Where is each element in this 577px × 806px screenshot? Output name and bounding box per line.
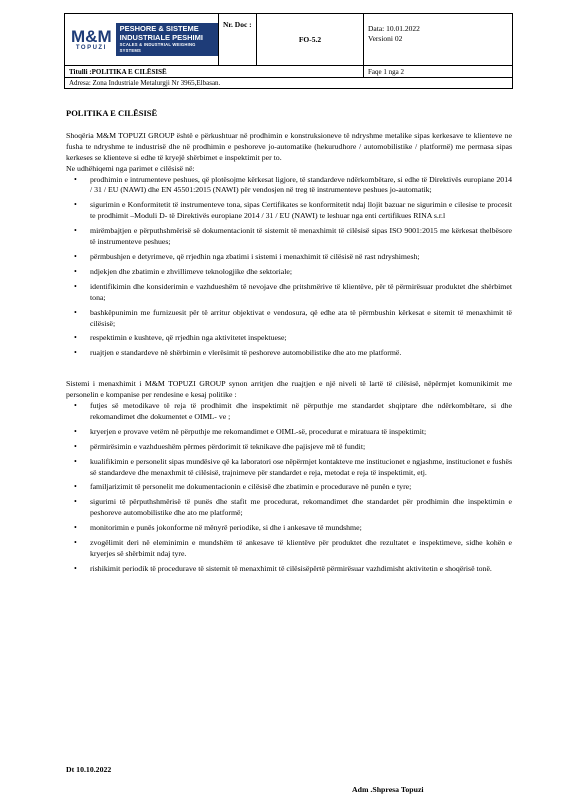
list-item — [66, 401, 512, 423]
logo-tagline — [116, 23, 218, 56]
list-item — [66, 282, 512, 304]
doc-version: Versioni 02 — [368, 34, 403, 43]
list-item — [66, 523, 512, 534]
bullet-icon: • — [74, 307, 77, 317]
list-item — [66, 564, 512, 575]
list-item — [66, 308, 512, 330]
bullet-icon: • — [74, 426, 77, 436]
list-item-text: monitorimin e punës jokonforme në mënyrë periodike, si dhe i ankesave të mundshme; — [90, 523, 362, 533]
list-item — [66, 333, 512, 344]
list-item-text: kryerjen e provave vetëm në përputhje me rekomandimet e OIML-së, procedurat e miratuara të inspektimit; — [90, 426, 427, 436]
logo-line3: SCALES & INDUSTRIAL WEIGHING SYSTEMS — [119, 42, 196, 53]
list-item-text: përmbushjen e detyrimeve, që rrjedhin nga zbatimi i sistemi i menaxhimit të cilësisë në rast ndryshimesh; — [90, 251, 420, 261]
logo-line2: INDUSTRIALE PESHIMI — [119, 32, 203, 42]
bullet-icon: • — [74, 174, 77, 184]
list-item-text: kualifikimin e personelit sipas mundësive që ka laboratori ose nëpërmjet kontakteve me institucionet e ngjashme, institucionet e fushës së standardeve dhe menaxhmit të cilësisë, trajnimeve për standardet e reja, metodat e reja të inspektimit, etj. — [90, 456, 512, 477]
list-item-text: prodhimin e intrumenteve peshues, që plotësojme kërkesat ligjore, të standardeve ndërkombëtare, si edhe të Direktivës europiane 2014 / 31 / EU (NAWI) dhe EN 45501:2015 (NAWI) për vendosjen në treg të instrumenteve peshues jo-automatik; — [90, 174, 512, 195]
system-intro: Sistemi i menaxhimit i M&M TOPUZI GROUP synon arritjen dhe ruajtjen e një niveli të lartë të cilësisë, nëpërmjet komunikimit me personelin e kompanise per rendesine e kesaj politike : — [66, 379, 512, 400]
company-logo — [65, 14, 219, 66]
list-item-text: ruajtjen e standardeve në shërbimin e vlerësimit të peshoreve automobilistike dhe ato me platformë. — [90, 348, 402, 358]
bullet-icon: • — [74, 266, 77, 276]
list-item-text: respektimin e kushteve, që rrjedhin nga aktivitetet inspektuese; — [90, 333, 287, 343]
intro-paragraph: Shoqëria M&M TOPUZI GROUP është e përkushtuar në prodhimin e konstruksioneve të ndryshme metalike sipas kerkesave te klienteve ne fusha te ndryshme te industrisë dhe në prodhimin e peshoreve jo-automatike (hekurudhore / automobilistike / platformë) me permasa sipas kerkeses se klienteve si edhe të kryejë shërbimet e inspektimit per to. — [66, 130, 512, 162]
bullet-icon: • — [74, 333, 77, 343]
list-item — [66, 457, 512, 479]
list-item-text: futjes së metodikave të reja të prodhimit dhe inspektimit në përputhje me standardet shqiptare dhe ndërkombëtare, si dhe rekomandimet dhe dokumentet e OIML- ve ; — [90, 401, 512, 421]
list-item-text: sigurimin e Konformitetit të instrumenteve tona, sipas Certifikates se konformitetit ndaj llojit bazuar ne sigurimin e cilesise te procesit te prodhimit –Moduli D- të Direktivës europiane 2014 / 31 / EU (NAWI) te leshuar nga enti certifikues RINA s.r.l — [90, 200, 512, 221]
bullet-icon: • — [74, 226, 77, 236]
bullet-icon: • — [74, 401, 77, 411]
list-item — [66, 497, 512, 519]
list-item — [66, 200, 512, 222]
list-item-text: rishikimit periodik të procedurave të sistemit të menaxhimit të cilësisëpërtë përmirësuar vazhdimisht aktivitetin e shoqërisë tonë. — [90, 563, 492, 573]
doc-nr-label: Nr. Doc : — [219, 14, 257, 66]
bullet-icon: • — [74, 441, 77, 451]
bullet-icon: • — [74, 281, 77, 291]
doc-code: FO-5.2 — [257, 14, 364, 66]
bullet-icon: • — [74, 456, 77, 466]
doc-title-field: Titulli :POLITIKA E CILËSISË — [65, 66, 364, 78]
doc-date: Data: 10.01.2022 — [368, 24, 420, 33]
bullet-icon: • — [74, 251, 77, 261]
list-item-text: sigurimi të përputhshmërisë të punës dhe stafit me procedurat, rekomandimet dhe standardet për prodhimin dhe inspektimin e peshoreve automobilistike dhe ato me platformë; — [90, 497, 512, 518]
doc-meta — [364, 14, 513, 66]
document-header — [64, 13, 513, 89]
bullet-icon: • — [74, 497, 77, 507]
list-item-text: bashkëpunimin me furnizuesit për të arritur objektivat e vendosura, që edhe ata të përmbushin kërkesat e sitemit të menaxhimit të cilësisë; — [90, 307, 512, 328]
page-title: POLITIKA E CILËSISË — [66, 108, 158, 118]
list-item — [66, 442, 512, 453]
principles-intro: Ne udhëhiqemi nga parimet e cilësisë në: — [66, 163, 195, 173]
bullet-icon: • — [74, 200, 77, 210]
list-item — [66, 482, 512, 493]
bullet-icon: • — [74, 482, 77, 492]
page-number: Faqe 1 nga 2 — [364, 66, 513, 78]
list-item — [66, 267, 512, 278]
bullet-icon: • — [74, 523, 77, 533]
list-item — [66, 175, 512, 197]
principles-list — [66, 175, 512, 360]
list-item — [66, 252, 512, 263]
logo-sub: TOPUZI — [75, 44, 107, 51]
bullet-icon: • — [74, 538, 77, 548]
list-item — [66, 427, 512, 438]
list-item-text: familjarizimit të personelit me dokumentacionin e cilësisë dhe zbatimin e procedurave në punën e tyre; — [90, 482, 412, 492]
logo-brand: M&M — [71, 26, 112, 46]
footer-date: Dt 10.10.2022 — [66, 765, 112, 774]
list-item-text: mirëmbajtjen e përputhshmërisë së dokumentacionit të sistemit të menaxhimit të cilësisë sipas ISO 9001:2015 me kërkesat thelbësore të instrumenteve peshues; — [90, 226, 512, 247]
bullet-icon: • — [74, 348, 77, 358]
list-item-text: përmirësimin e vazhdueshëm përmes përdorimit të teknikave dhe pajisjeve më të fundit; — [90, 441, 366, 451]
list-item-text: identifikimin dhe konsiderimin e vazhdueshëm të nevojave dhe pritshmërive të klientëve, për të përmirësuar produktet dhe shërbimet tona; — [90, 281, 512, 302]
list-item — [66, 226, 512, 248]
logo-line1: PESHORE & SISTEME — [119, 24, 199, 33]
policies-list — [66, 401, 512, 575]
bullet-icon: • — [74, 563, 77, 573]
list-item-text: ndjekjen dhe zbatimin e zhvillimeve teknologjike dhe sektoriale; — [90, 266, 293, 276]
list-item — [66, 538, 512, 560]
signature-name: Adm .Shpresa Topuzi — [352, 785, 424, 794]
company-address: Adresa: Zona Industriale Metalurgji Nr 3965,Elbasan. — [65, 78, 513, 89]
list-item-text: zvogëlimit deri në eleminimin e mundshëm të ankesave të klientëve për produktet dhe rezultatet e inspektimeve, sidhe kohën e kryerjes së shërbimit ndaj tyre. — [90, 538, 512, 558]
document-body — [66, 100, 512, 579]
list-item — [66, 348, 512, 359]
